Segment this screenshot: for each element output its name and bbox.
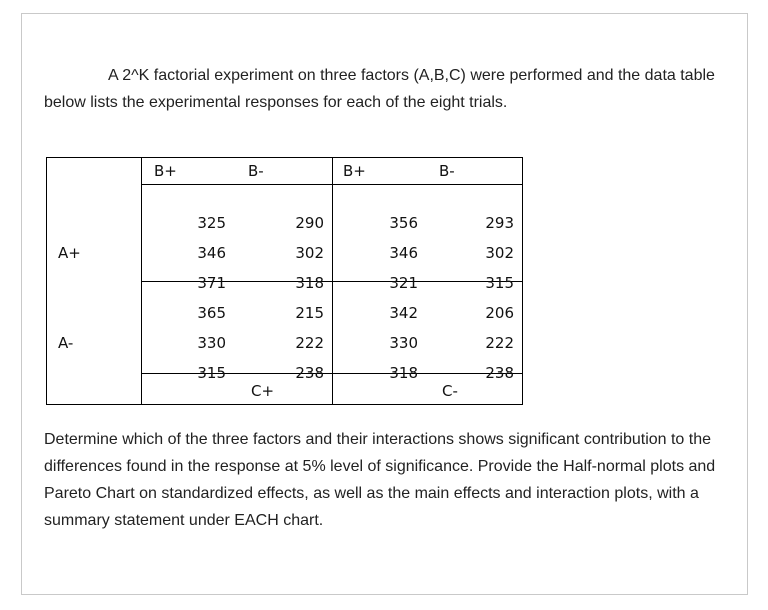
row-label-a-plus: A+ (58, 244, 81, 262)
table-cell: 222 (485, 334, 514, 352)
table-cell: 330 (197, 334, 226, 352)
row-label-a-minus: A- (58, 334, 74, 352)
table-cell: 293 (485, 214, 514, 232)
table-cell: 206 (485, 304, 514, 322)
intro-text: A 2^K factorial experiment on three factors (A,B,C) were performed and the data table below lists the experimental responses for each of the eight trials. (44, 67, 715, 111)
table-cell: 238 (295, 364, 324, 382)
table-cell: 318 (295, 274, 324, 292)
table-cell: 371 (197, 274, 226, 292)
header-b-plus-2: B+ (343, 162, 366, 180)
table-cell: 346 (197, 244, 226, 262)
table-cell: 315 (197, 364, 226, 382)
table-cell: 356 (389, 214, 418, 232)
table-cell: 215 (295, 304, 324, 322)
table-cell: 302 (295, 244, 324, 262)
table-cell: 365 (197, 304, 226, 322)
table-cell: 302 (485, 244, 514, 262)
table-cell: 325 (197, 214, 226, 232)
question-paragraph: Determine which of the three factors and their interactions shows significant contribution to the differences found in the response at 5% level of significance. Provide the Half-normal plots and Pareto Chart on standardized effects, as well as the main effects and interaction plots, with a summary statement under EACH chart. (44, 431, 716, 529)
table-cell: 342 (389, 304, 418, 322)
footer-c-plus: C+ (251, 382, 275, 400)
header-b-minus-1: B- (248, 162, 264, 180)
table-cell: 222 (295, 334, 324, 352)
table-cell: 318 (389, 364, 418, 382)
footer-c-minus: C- (442, 382, 458, 400)
table-divider (141, 184, 523, 185)
header-b-plus-1: B+ (154, 162, 177, 180)
table-cell: 290 (295, 214, 324, 232)
table-cell: 321 (389, 274, 418, 292)
table-cell: 330 (389, 334, 418, 352)
problem-card (21, 13, 748, 595)
intro-paragraph (44, 62, 734, 116)
table-cell: 346 (389, 244, 418, 262)
data-table (46, 157, 523, 405)
header-b-minus-2: B- (439, 162, 455, 180)
table-cell: 238 (485, 364, 514, 382)
table-cell: 315 (485, 274, 514, 292)
